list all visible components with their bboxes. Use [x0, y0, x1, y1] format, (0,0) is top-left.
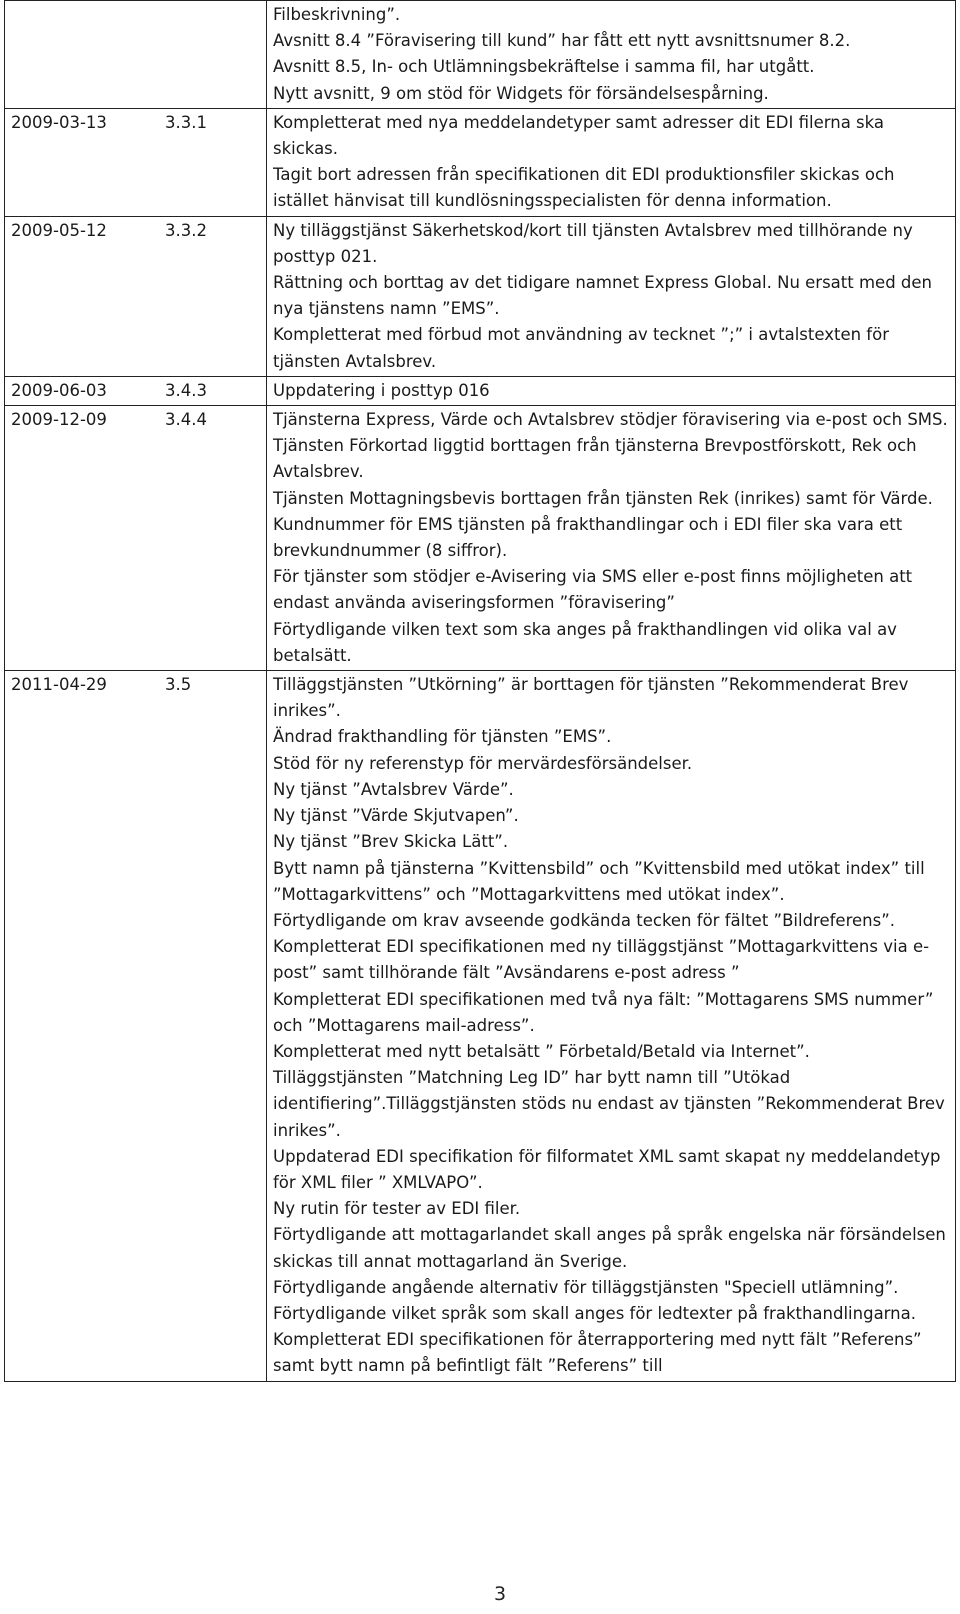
revision-row [5, 108, 956, 216]
revision-description [267, 216, 956, 376]
description-line: Kompletterat med nya meddelandetyper samt adresser dit EDI filerna ska skickas. [273, 112, 885, 159]
description-line: Bytt namn på tjänsterna ”Kvittensbild” och ”Kvittensbild med utökat index” till ”Mottagarkvittens” och ”Mottagarkvittens med utökat index”. [273, 858, 925, 904]
revision-description [267, 1, 956, 109]
revision-version: 3.4.3 [159, 376, 267, 405]
description-line: Ny tjänst ”Avtalsbrev Värde”. [273, 779, 514, 799]
description-line: Ny tilläggstjänst Säkerhetskod/kort till tjänsten Avtalsbrev med tillhörande ny posttyp 021. [273, 220, 913, 266]
description-line: Ändrad frakthandling för tjänsten ”EMS”. [273, 727, 612, 747]
revision-row [5, 216, 956, 376]
revision-row [5, 376, 956, 405]
revision-history-table [4, 0, 956, 1382]
description-line: Rättning och borttag av det tidigare namnet Express Global. Nu ersatt med den nya tjänstens namn ”EMS”. [273, 273, 932, 319]
description-line: Kompletterat EDI specifikationen för återrapportering med nytt fält ”Referens” samt bytt namn på befintligt fält ”Referens” till [273, 1330, 922, 1376]
description-line: Förtydligande vilket språk som skall anges för ledtexter på frakthandlingarna. [273, 1303, 916, 1323]
page-number: 3 [493, 1583, 507, 1605]
description-line: Ny tjänst ”Värde Skjutvapen”. [273, 806, 519, 826]
description-line: Tilläggstjänsten ”Matchning Leg ID” har bytt namn till ”Utökad identifiering”.Tilläggstjänsten stöds nu endast av tjänsten ”Rekommenderat Brev inrikes”. [273, 1068, 945, 1140]
description-line: Tjänsterna Express, Värde och Avtalsbrev stödjer föravisering via e-post och SMS. [273, 410, 948, 430]
revision-row [5, 406, 956, 671]
description-line: Uppdaterad EDI specifikation för filformatet XML samt skapat ny meddelandetyp för XML filer ” XMLVAPO”. [273, 1146, 941, 1192]
description-line: Avsnitt 8.4 ”Föravisering till kund” har fått ett nytt avsnittsnumer 8.2. [273, 31, 851, 51]
revision-date: 2009-12-09 [5, 406, 160, 671]
description-line: För tjänster som stödjer e-Avisering via SMS eller e-post finns möjligheten att endast använda aviseringsformen ”föravisering” [273, 567, 913, 613]
revision-version: 3.4.4 [159, 406, 267, 671]
revision-description [267, 671, 956, 1381]
revision-row [5, 1, 956, 109]
revision-version: 3.3.1 [159, 108, 267, 216]
revision-date [5, 1, 160, 109]
revision-version: 3.3.2 [159, 216, 267, 376]
description-line: Kundnummer för EMS tjänsten på frakthandlingar och i EDI filer ska vara ett brevkundnummer (8 siffror). [273, 514, 903, 561]
description-line: Avsnitt 8.5, In- och Utlämningsbekräftelse i samma fil, har utgått. [273, 57, 815, 77]
description-line: Uppdatering i posttyp 016 [273, 380, 490, 400]
description-line: Förtydligande angående alternativ för tilläggstjänsten "Speciell utlämning”. [273, 1277, 899, 1297]
description-line: Ny rutin för tester av EDI filer. [273, 1199, 521, 1219]
revision-date: 2009-05-12 [5, 216, 160, 376]
revision-date: 2011-04-29 [5, 671, 160, 1381]
description-line: Förtydligande att mottagarlandet skall anges på språk engelska när försändelsen skickas till annat mottagarland än Sverige. [273, 1225, 946, 1271]
description-line: Tagit bort adressen från specifikationen dit EDI produktionsfiler skickas och istället hänvisat till kundlösningsspecialisten för denna information. [273, 165, 895, 211]
description-line: Filbeskrivning”. [273, 5, 401, 24]
description-line: Kompletterat med nytt betalsätt ” Förbetald/Betald via Internet”. [273, 1041, 810, 1061]
revision-table-body [5, 1, 956, 1382]
revision-description [267, 108, 956, 216]
description-line: Tjänsten Förkortad liggtid borttagen från tjänsterna Brevpostförskott, Rek och Avtalsbrev. [273, 436, 917, 482]
description-line: Ny tjänst ”Brev Skicka Lätt”. [273, 832, 509, 852]
revision-description [267, 376, 956, 405]
description-line: Nytt avsnitt, 9 om stöd för Widgets för försändelsespårning. [273, 83, 769, 103]
revision-version: 3.5 [159, 671, 267, 1381]
description-line: Förtydligande om krav avseende godkända tecken för fältet ”Bildreferens”. [273, 910, 895, 930]
description-line: Kompletterat EDI specifikationen med två nya fält: ”Mottagarens SMS nummer” och ”Mottagarens mail-adress”. [273, 989, 934, 1035]
description-line: Tjänsten Mottagningsbevis borttagen från tjänsten Rek (inrikes) samt för Värde. [273, 488, 933, 508]
revision-date: 2009-06-03 [5, 376, 160, 405]
description-line: Förtydligande vilken text som ska anges på frakthandlingen vid olika val av betalsätt. [273, 619, 897, 665]
description-line: Kompletterat med förbud mot användning av tecknet ”;” i avtalstexten för tjänsten Avtalsbrev. [273, 325, 889, 371]
description-line: Tilläggstjänsten ”Utkörning” är borttagen för tjänsten ”Rekommenderat Brev inrikes”. [273, 675, 909, 721]
revision-row [5, 671, 956, 1381]
revision-description [267, 406, 956, 671]
description-line: Kompletterat EDI specifikationen med ny tilläggstjänst ”Mottagarkvittens via e-post” samt tillhörande fält ”Avsändarens e-post adress ” [273, 937, 930, 983]
description-line: Stöd för ny referenstyp för mervärdesförsändelser. [273, 753, 693, 773]
revision-version [159, 1, 267, 109]
revision-date: 2009-03-13 [5, 108, 160, 216]
